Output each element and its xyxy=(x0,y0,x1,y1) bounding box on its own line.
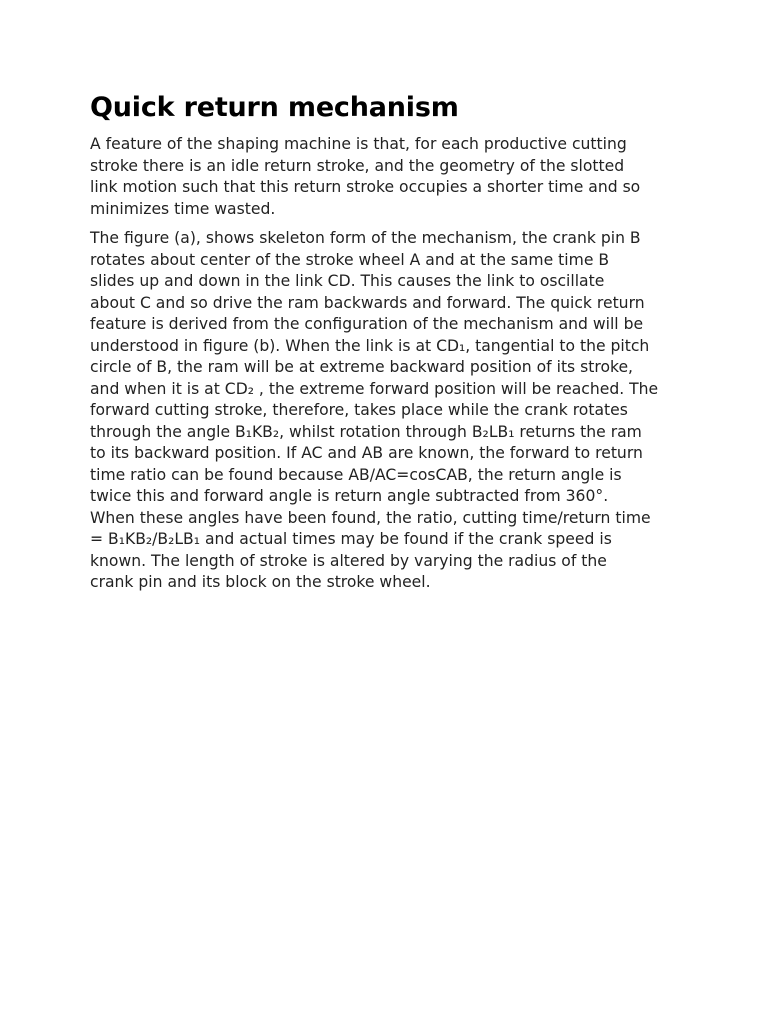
document-page xyxy=(90,88,680,602)
text-line: feature is derived from the configuration of the mechanism and will be xyxy=(90,315,644,333)
text-line: = B₁KB₂/B₂LB₁ and actual times may be found if the crank speed is xyxy=(90,530,612,548)
text-line: known. The length of stroke is altered by varying the radius of the xyxy=(90,551,607,570)
text-line: to its backward position. If AC and AB are known, the forward to return xyxy=(90,444,643,462)
text-line: and when it is at CD₂ , the extreme forward position will be reached. The xyxy=(90,379,659,398)
text-line: about C and so drive the ram backwards and forward. The quick return xyxy=(90,293,645,312)
paragraph-intro xyxy=(90,134,680,220)
text-line: stroke there is an idle return stroke, and the geometry of the slotted xyxy=(90,156,625,175)
document-title: Quick return mechanism xyxy=(90,92,459,123)
text-line: slides up and down in the link CD. This causes the link to oscillate xyxy=(90,272,605,290)
text-line: A feature of the shaping machine is that, for each productive cutting xyxy=(90,135,627,153)
text-line: The figure (a), shows skeleton form of the mechanism, the crank pin B xyxy=(90,229,641,247)
text-line: minimizes time wasted. xyxy=(90,199,276,218)
text-line: twice this and forward angle is return angle subtracted from 360°. xyxy=(90,487,609,505)
text-line: link motion such that this return stroke occupies a shorter time and so xyxy=(90,178,641,196)
text-line: time ratio can be found because AB/AC=cosCAB, the return angle is xyxy=(90,465,622,484)
text-line: When these angles have been found, the ratio, cutting time/return time xyxy=(90,508,651,527)
text-line: through the angle B₁KB₂, whilst rotation through B₂LB₁ returns the ram xyxy=(90,422,642,441)
paragraph-mechanism-description xyxy=(90,228,680,594)
text-line: rotates about center of the stroke wheel A and at the same time B xyxy=(90,250,610,269)
text-line: forward cutting stroke, therefore, takes place while the crank rotates xyxy=(90,401,628,419)
text-line: circle of B, the ram will be at extreme backward position of its stroke, xyxy=(90,358,634,376)
text-line: understood in figure (b). When the link is at CD₁, tangential to the pitch xyxy=(90,336,650,355)
text-line: crank pin and its block on the stroke wheel. xyxy=(90,573,431,591)
